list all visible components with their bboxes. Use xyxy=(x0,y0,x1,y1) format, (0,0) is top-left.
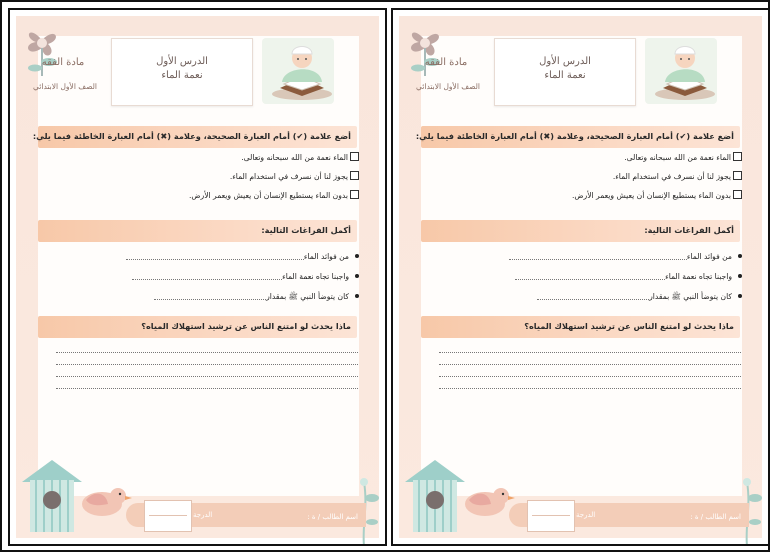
statement-text: بدون الماء يستطيع الإنسان أن يعيش ويعمر الأرض. xyxy=(188,191,348,200)
subject-label: مادة الفقه xyxy=(41,57,85,68)
grade-label: الصف الأول الابتدائي xyxy=(416,82,480,91)
checkbox[interactable] xyxy=(733,190,742,199)
worksheet-left xyxy=(8,8,387,546)
checkbox[interactable] xyxy=(350,152,359,161)
true-false-item xyxy=(241,152,359,162)
question-1-header xyxy=(415,126,740,148)
answer-line[interactable] xyxy=(56,388,358,389)
question-1-instruction: أضع علامة (✔) أمام العبارة الصحيحة، وعلامة (✖) أمام العبارة الخاطئة فيما يلي: xyxy=(32,131,351,141)
question-2-instruction: أكمل الفراغات التالية: xyxy=(644,225,734,235)
fill-blank-text: واجبنا تجاه نعمة الماء xyxy=(665,272,732,281)
fill-blank-item xyxy=(154,292,359,303)
statement-text: الماء نعمة من الله سبحانه وتعالى. xyxy=(624,153,731,162)
bird-icon xyxy=(72,484,132,520)
lesson-title-card xyxy=(111,38,253,106)
bullet xyxy=(738,294,742,298)
bullet xyxy=(738,254,742,258)
lesson-name: نعمة الماء xyxy=(544,70,586,81)
blank-line[interactable] xyxy=(509,259,687,260)
boy-reading-quran-icon xyxy=(262,38,334,104)
worksheet-page xyxy=(399,16,762,538)
lesson-title-card xyxy=(494,38,636,106)
score-label: الدرجة xyxy=(193,511,213,519)
answer-line[interactable] xyxy=(439,352,741,353)
score-box[interactable] xyxy=(144,500,192,532)
question-1-instruction: أضع علامة (✔) أمام العبارة الصحيحة، وعلامة (✖) أمام العبارة الخاطئة فيما يلي: xyxy=(415,131,734,141)
blank-line[interactable] xyxy=(132,279,282,280)
question-3-header xyxy=(421,316,740,338)
student-name-label: اسم الطالب / ة : xyxy=(690,513,741,521)
answer-line[interactable] xyxy=(439,388,741,389)
blank-line[interactable] xyxy=(126,259,304,260)
answer-line[interactable] xyxy=(56,364,358,365)
fill-blank-item xyxy=(515,272,742,281)
bird-icon xyxy=(455,484,515,520)
fill-blank-text: واجبنا تجاه نعمة الماء xyxy=(282,272,349,281)
true-false-item xyxy=(230,171,359,181)
statement-text: الماء نعمة من الله سبحانه وتعالى. xyxy=(241,153,348,162)
flower-icon xyxy=(22,18,62,78)
score-divider xyxy=(532,515,570,516)
true-false-item xyxy=(613,171,742,181)
worksheet-right xyxy=(391,8,770,546)
fill-blank-item xyxy=(126,252,359,261)
boy-reading-quran-icon xyxy=(645,38,717,104)
blank-line[interactable] xyxy=(154,299,266,300)
bullet xyxy=(738,274,742,278)
student-name-label: اسم الطالب / ة : xyxy=(307,513,358,521)
bullet xyxy=(355,274,359,278)
fill-blank-item xyxy=(537,292,742,303)
question-1-header xyxy=(32,126,357,148)
lesson-title: الدرس الأول xyxy=(156,56,208,67)
checkbox[interactable] xyxy=(350,171,359,180)
worksheet-page xyxy=(16,16,379,538)
true-false-item xyxy=(572,190,742,200)
answer-line[interactable] xyxy=(439,376,741,377)
blank-line[interactable] xyxy=(537,299,649,300)
blank-line[interactable] xyxy=(515,279,665,280)
statement-text: يجوز لنا أن نسرف في استخدام الماء. xyxy=(229,172,348,181)
question-3-header xyxy=(38,316,357,338)
fill-blank-text: كان يتوضأ النبي ﷺ بمقدار xyxy=(649,292,732,301)
answer-line[interactable] xyxy=(439,364,741,365)
statement-text: بدون الماء يستطيع الإنسان أن يعيش ويعمر الأرض. xyxy=(571,191,731,200)
grade-label: الصف الأول الابتدائي xyxy=(33,82,97,91)
question-2-instruction: أكمل الفراغات التالية: xyxy=(261,225,351,235)
bullet xyxy=(355,254,359,258)
fill-blank-text: من فوائد الماء xyxy=(303,252,349,261)
score-box[interactable] xyxy=(527,500,575,532)
question-3-instruction: ماذا يحدث لو امتنع الناس عن ترشيد استهلاك المياه؟ xyxy=(524,321,734,331)
true-false-item xyxy=(624,152,742,162)
answer-line[interactable] xyxy=(56,352,358,353)
score-divider xyxy=(149,515,187,516)
checkbox[interactable] xyxy=(733,152,742,161)
fill-blank-text: من فوائد الماء xyxy=(686,252,732,261)
lesson-title: الدرس الأول xyxy=(539,56,591,67)
true-false-item xyxy=(189,190,359,200)
flower-icon xyxy=(405,18,445,78)
fill-blank-item xyxy=(132,272,359,281)
statement-text: يجوز لنا أن نسرف في استخدام الماء. xyxy=(612,172,731,181)
checkbox[interactable] xyxy=(733,171,742,180)
lesson-name: نعمة الماء xyxy=(161,70,203,81)
score-label: الدرجة xyxy=(576,511,596,519)
subject-label: مادة الفقه xyxy=(424,57,468,68)
answer-line[interactable] xyxy=(56,376,358,377)
bullet xyxy=(355,294,359,298)
question-2-header xyxy=(421,220,740,242)
question-2-header xyxy=(38,220,357,242)
fill-blank-item xyxy=(509,252,742,261)
question-3-instruction: ماذا يحدث لو امتنع الناس عن ترشيد استهلاك المياه؟ xyxy=(141,321,351,331)
fill-blank-text: كان يتوضأ النبي ﷺ بمقدار xyxy=(266,292,349,301)
checkbox[interactable] xyxy=(350,190,359,199)
